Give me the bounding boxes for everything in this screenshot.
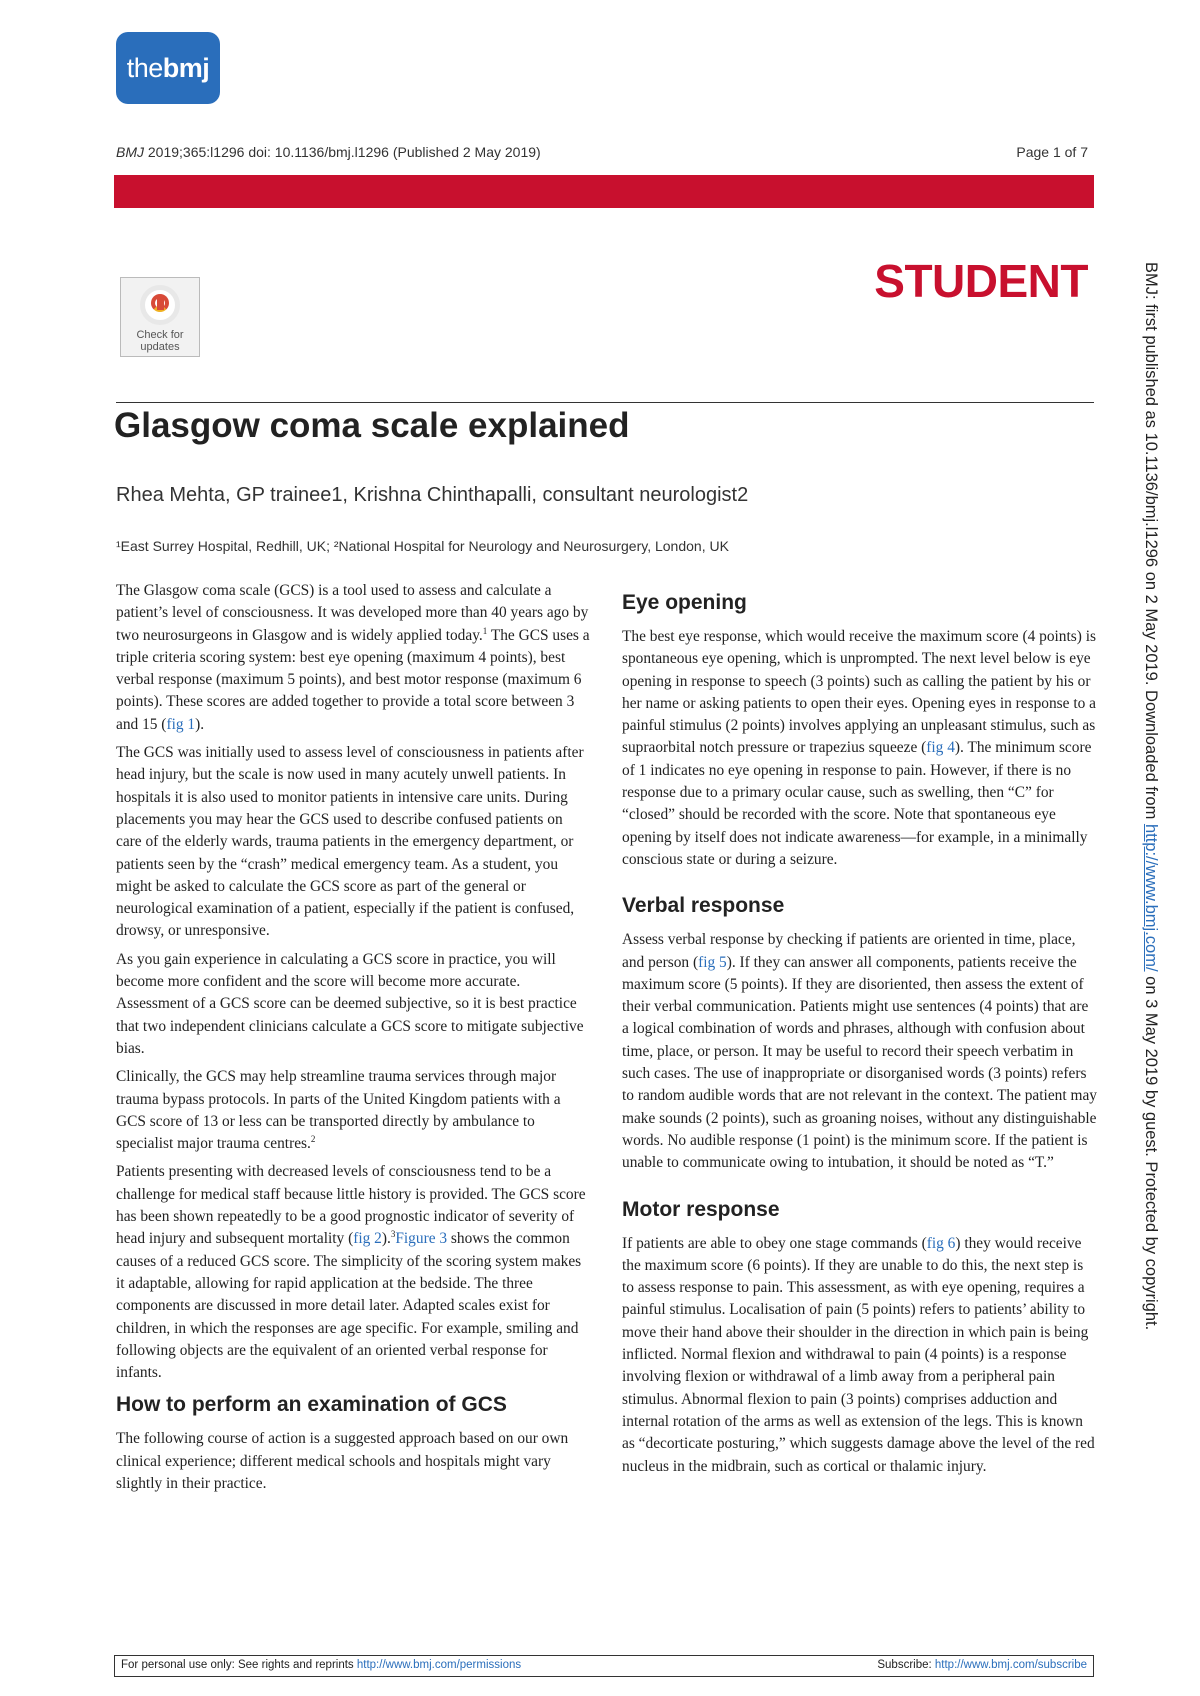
paragraph: Assess verbal response by checking if patients are oriented in time, place, and person (fig 5). If they can answer all components, patients receive the maximum score (5 points). If they are disoriented, then assess the extent of their verbal communication. Patients might use sentences (4 points) that are a logical combination of words and phrases, although with confusion about time, place, or person. It may be useful to record their speech verbatim in such cases. The use of inappropriate or disorganised words (3 points) refers to random audible words that are not relevant in the context. The patient may make sounds (2 points), such as groaning noises, without any distinguishable words. No audible response (1 point) is the minimum score. If the patient is unable to communicate owing to intubation, it should be noted as “T.” (622, 931, 1097, 1172)
check-updates-line2: updates (140, 341, 180, 353)
paragraph: As you gain experience in calculating a GCS score in practice, you will become more confident and the score will become more accurate. Assessment of a GCS score can be deemed subjective, so it is best practice that two independent clinicians calculate a GCS score to mitigate subjective bias. (116, 950, 584, 1057)
bmj-home-link[interactable]: http://www.bmj.com/ (1142, 823, 1160, 972)
section-heading-exam: How to perform an examination of GCS (116, 1393, 507, 1417)
check-updates-line1: Check for (136, 329, 184, 341)
paragraph: Clinically, the GCS may help streamline trauma services through major trauma bypass protocols. In parts of the United Kingdom patients with a GCS score of 13 or less can be transported directly by ambulance to specialist major trauma centres.$^2$ (116, 1068, 561, 1153)
paragraph: The following course of action is a suggested approach based on our own clinical experience; different medical schools and hospitals might vary slightly in their practice. (116, 1430, 569, 1492)
paragraph: The Glasgow coma scale (GCS) is a tool used to assess and calculate a patient’s level of consciousness. It was developed more than 40 years ago by two neurosurgeons in Glasgow and is widely applied today.$^1$ The GCS uses a triple criteria scoring system: best eye opening (maximum 4 points), best verbal response (maximum 5 points), and best motor response (maximum 6 points). These scores are added together to provide a total score between 3 and 15 (fig 1). (116, 582, 590, 733)
citation-details: 2019;365:l1296 doi: 10.1136/bmj.l1296 (Published 2 May 2019) (144, 144, 541, 160)
permissions-link[interactable]: http://www.bmj.com/permissions (356, 1659, 522, 1671)
citation (116, 144, 541, 160)
logo-brand: bmj (162, 52, 210, 83)
paragraph: Patients presenting with decreased levels of consciousness tend to be a challenge for medical staff because little history is provided. The GCS score has been shown repeatedly to be a good prognostic indicator of severity of head injury and subsequent mortality (fig 2).$^3$Figure 3 shows the common causes of a reduced GCS score. The simplicity of the scoring system makes it adaptable, allowing for rapid application at the bedside. The three components are discussed in more detail later. Adapted scales exist for children, in which the responses are age specific. For example, smiling and following objects are the equivalent of an oriented verbal response for infants. (116, 1163, 586, 1382)
affiliations: ¹East Surrey Hospital, Redhill, UK; ²National Hospital for Neurology and Neurosurgery, London, UK (116, 538, 729, 554)
fig4-link[interactable]: fig 4 (926, 739, 955, 757)
fig2-link[interactable]: fig 2 (353, 1230, 382, 1248)
paragraph: The GCS was initially used to assess level of consciousness in patients after head injury, but the scale is now used in many acutely unwell patients. In hospitals it is also used to monitor patients in intensive care units. During placements you may hear the GCS used to describe confused patients on care of the elderly wards, trauma patients in the emergency department, or patients seen by the “crash” medical emergency team. As a student, you might be asked to calculate the GCS score as part of the general or neurological examination of a patient, especially if the patient is confused, drowsy, or unresponsive. (116, 744, 584, 940)
logo-prefix: the (126, 52, 163, 83)
left-column (116, 580, 591, 1501)
page-number: Page 1 of 7 (1016, 144, 1088, 160)
check-for-updates-badge[interactable] (120, 277, 200, 357)
crossmark-icon (140, 285, 180, 325)
section-heading-verbal: Verbal response (622, 894, 785, 918)
copyright-sidebar: BMJ: first published as 10.1136/bmj.l1296 on 2 May 2019. Downloaded from http://www.bmj.com/ on 3 May 2019 by guest. Protected by copyright. (1142, 262, 1160, 1331)
subscribe-link[interactable]: http://www.bmj.com/subscribe (934, 1659, 1087, 1671)
fig5-link[interactable]: fig 5 (698, 953, 727, 971)
article-title: Glasgow coma scale explained (114, 406, 630, 445)
bmj-logo (116, 32, 220, 104)
journal-name: BMJ (116, 144, 144, 160)
section-heading-motor: Motor response (622, 1197, 780, 1221)
footer (114, 1655, 1094, 1677)
footer-permissions: For personal use only: See rights and reprints http://www.bmj.com/permissions (121, 1659, 522, 1671)
right-column (622, 590, 1097, 1484)
fig1-link[interactable]: fig 1 (166, 715, 196, 733)
paragraph: If patients are able to obey one stage commands (fig 6) they would receive the maximum score (6 points). If they are unable to do this, the next step is to assess response to pain. This assessment, as with eye opening, requires a painful stimulus. Localisation of pain (5 points) refers to patients’ ability to move their hand above their shoulder in the direction in which pain is being inflicted. Normal flexion and withdrawal to pain (4 points) is a response involving flexion or withdrawal of a limb away from a peripheral pain stimulus. Abnormal flexion to pain (3 points) comprises adduction and internal rotation of the arms as well as extension of the legs. This is known as “decorticate posturing,” which suggests damage above the level of the red nucleus in the midbrain, such as cortical or thalamic injury. (622, 1234, 1095, 1475)
footer-subscribe: Subscribe: http://www.bmj.com/subscribe (877, 1659, 1087, 1671)
section-label: STUDENT (874, 255, 1088, 307)
fig3-link[interactable]: Figure 3 (395, 1230, 448, 1248)
paragraph: The best eye response, which would receive the maximum score (4 points) is spontaneous eye opening, which is unprompted. The next level below is eye opening in response to speech (3 points) such as calling the patient by his or her name or asking patients to open their eyes. Opening eyes in response to a painful stimulus (2 points) involves applying an unpleasant stimulus, such as supraorbital notch pressure or trapezius squeeze (fig 4). The minimum score of 1 indicates no eye opening in response to pain. However, if there is no response due to a primary ocular cause, such as swelling, then “C” for “closed” should be recorded with the score. Note that spontaneous eye opening by itself does not indicate awareness—for example, in a minimally conscious state or during a seizure. (622, 628, 1096, 868)
section-heading-eye: Eye opening (622, 591, 747, 614)
authors: Rhea Mehta, GP trainee1, Krishna Chinthapalli, consultant neurologist2 (116, 484, 749, 506)
fig6-link[interactable]: fig 6 (926, 1234, 956, 1252)
title-rule (116, 402, 1094, 403)
header-bar (114, 175, 1094, 208)
